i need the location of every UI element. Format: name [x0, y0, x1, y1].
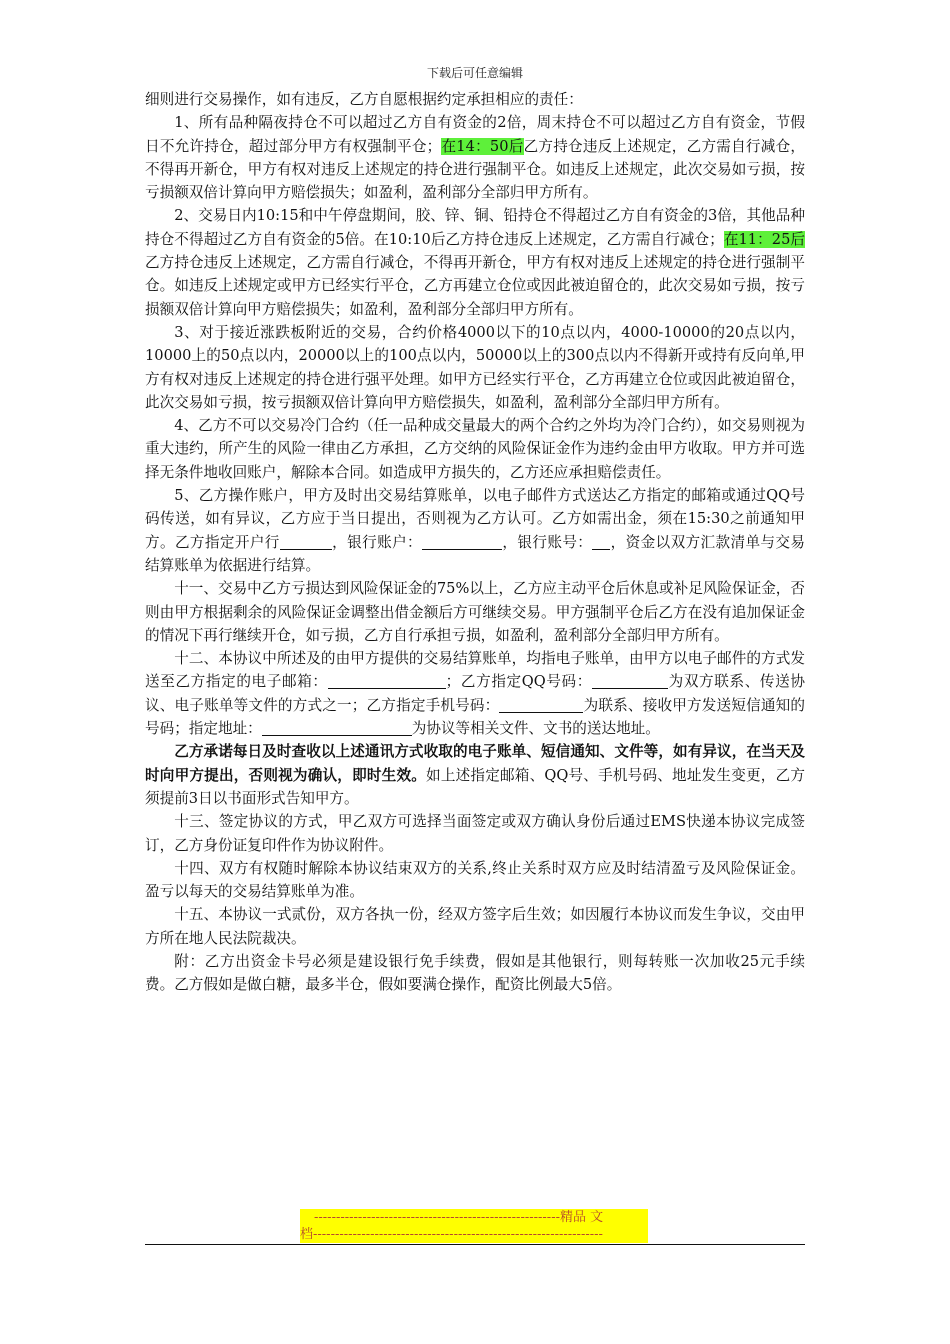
paragraph-2-text-rest: 乙方持仓违反上述规定，乙方需自行减仓，不得再开新仓，甲方有权对违反上述规定的持仓进行强制平仓。如违反上述规定或甲方已经实行平仓，乙方再建立仓位或因此被迫留仓的，此次交易如亏损，按亏损额双倍计算向甲方赔偿损失；如盈利，盈利部分全部归甲方所有。: [145, 254, 805, 318]
document-body: [145, 88, 805, 997]
paragraph-2: [145, 204, 805, 320]
paragraph-5: [145, 484, 805, 577]
paragraph-5-text-b: ，银行账户：: [331, 533, 423, 551]
paragraph-1: [145, 111, 805, 204]
paragraph-14: 十四、双方有权随时解除本协议结束双方的关系,终止关系时双方应及时结清盈亏及风险保证金。盈亏以每天的交易结算账单为准。: [145, 859, 805, 901]
footer-line-2: 档------------------------------------------------------------------: [300, 1226, 648, 1243]
commitment-bold-text: 乙方承诺每日及时查收以上述通讯方式收取的电子账单、短信通知、文件等，如有异议，在当天及时向甲方提出，否则视为确认，即时生效。: [145, 743, 805, 784]
paragraph-12-text-e: 为协议等相关文件、文书的送达地址。: [411, 720, 660, 738]
paragraph-13: 十三、签定协议的方式，甲乙双方可选择当面签定或双方确认身份后通过EMS快递本协议完成签订，乙方身份证复印件作为协议附件。: [145, 813, 805, 854]
qq-blank[interactable]: [592, 673, 668, 689]
paragraph-12-text-c: 为双方联系、传送协议、电子账单等文件的方式之一；乙方指定手机号码：: [145, 673, 805, 714]
paragraph-5-text-c: ，银行账号：: [502, 533, 593, 551]
paragraph-12-text: 十二、本协议中所述及的由甲方提供的交易结算账单，均指电子账单，由甲方以电子邮件的方式发送至乙方指定的电子邮箱：: [145, 650, 805, 691]
paragraph-2-text: 2、交易日内10:15和中午停盘期间，胶、锌、铜、铅持仓不得超过乙方自有资金的3倍，其他品种持仓不得超过乙方自有资金的5倍。在10:10后乙方持仓违反上述规定，乙方需自行减仓；: [145, 207, 805, 248]
bank-branch-blank[interactable]: [280, 534, 332, 550]
commitment-rest-text: 如上述指定邮箱、QQ号、手机号码、地址发生变更，乙方须提前3日以书面形式告知甲方。: [145, 766, 805, 807]
paragraph-5-text: 5、乙方操作账户，甲方及时出交易结算账单，以电子邮件方式送达乙方指定的邮箱或通过QQ号码传送，如有异议，乙方应于当日提出，否则视为乙方认可。乙方如需出金，须在15:30之前通知甲方。乙方指定开户行: [145, 487, 805, 551]
paragraph-4: 4、乙方不可以交易冷门合约（任一品种成交量最大的两个合约之外均为冷门合约），如交易则视为重大违约，所产生的风险一律由乙方承担，乙方交纳的风险保证金作为违约金由甲方收取。甲方并可选择无条件地收回账户，解除本合同。如造成甲方损失的，乙方还应承担赔偿责任。: [145, 417, 805, 481]
paragraph-commitment: [145, 740, 805, 810]
paragraph-12: [145, 647, 805, 740]
bank-account-blank[interactable]: [422, 534, 502, 550]
footer-line-1: --------------------------------------------------------精品 文: [300, 1209, 648, 1226]
page-header: 下载后可任意编辑: [426, 66, 523, 80]
paragraph-3: 3、对于接近涨跌板附近的交易，合约价格4000以下的10点以内，4000-10000的20点以内，10000上的50点以内，20000以上的100点以内，50000以上的300点以内不得新开或持有反向单,甲方有权对违反上述规定的持仓进行强平处理。如甲方已经实行平仓，乙方再建立仓位或因此被迫留仓，此次交易如亏损，按亏损额双倍计算向甲方赔偿损失，如盈利，盈利部分全部归甲方所有。: [145, 323, 805, 411]
paragraph-appendix: 附：乙方出资金卡号必须是建设银行免手续费，假如是其他银行，则每转账一次加收25元手续费。乙方假如是做白糖，最多半仓，假如要满仓操作，配资比例最大5倍。: [145, 952, 805, 994]
paragraph-12-text-d: 为联系、接收甲方发送短信通知的号码；指定地址：: [145, 696, 805, 738]
highlight-time-1450: 在14：50后: [441, 137, 524, 155]
paragraph-15: 十五、本协议一式贰份，双方各执一份，经双方签字后生效；如因履行本协议而发生争议，交由甲方所在地人民法院裁决。: [145, 906, 805, 947]
paragraph-intro: 细则进行交易操作，如有违反，乙方自愿根据约定承担相应的责任：: [145, 91, 583, 108]
highlight-time-1125: 在11：25后: [723, 230, 805, 248]
footer-rule: [145, 1244, 805, 1245]
email-blank[interactable]: [328, 673, 446, 689]
bank-number-blank[interactable]: [592, 534, 610, 550]
address-blank[interactable]: [262, 720, 412, 736]
paragraph-1-text: 1、所有品种隔夜持仓不可以超过乙方自有资金的2倍，周末持仓不可以超过乙方自有资金，节假日不允许持仓，超过部分甲方有权强制平仓；: [145, 114, 805, 155]
footer-watermark: [300, 1209, 648, 1243]
paragraph-12-text-b: ；乙方指定QQ号码：: [445, 673, 592, 691]
paragraph-11: 十一、交易中乙方亏损达到风险保证金的75%以上，乙方应主动平仓后休息或补足风险保证金，否则由甲方根据剩余的风险保证金调整出借金额后方可继续交易。甲方强制平仓后乙方在没有追加保证金的情况下再行继续开仓，如亏损，乙方自行承担亏损，如盈利，盈利部分全部归甲方所有。: [145, 580, 805, 644]
paragraph-5-text-d: ，资金以双方汇款清单与交易结算账单为依据进行结算。: [145, 533, 805, 574]
paragraph-1-text-rest: 乙方持仓违反上述规定，乙方需自行减仓，不得再开新仓，甲方有权对违反上述规定的持仓进行强制平仓。如违反上述规定，此次交易如亏损，按亏损额双倍计算向甲方赔偿损失；如盈利，盈利部分全部归甲方所有。: [145, 137, 805, 202]
phone-blank[interactable]: [499, 697, 583, 713]
